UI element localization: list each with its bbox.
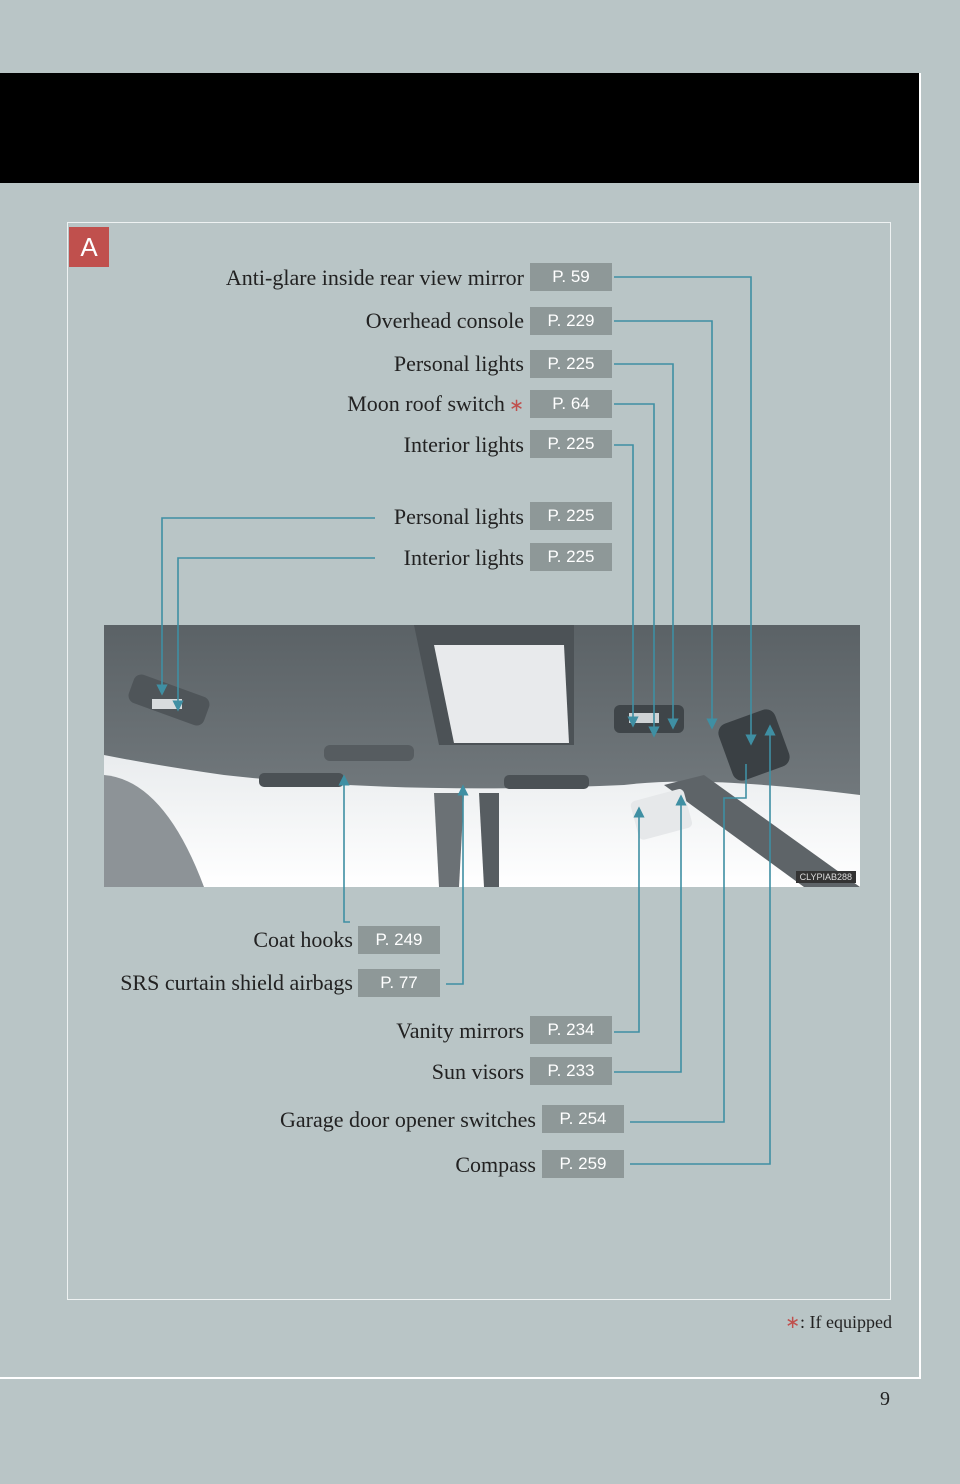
callout-line-moon-roof-switch (614, 404, 654, 732)
callout-line-interior-lights-rear (178, 558, 375, 706)
item-label-compass: Compass (455, 1152, 536, 1177)
footnote-mark: ∗ (784, 1312, 801, 1333)
page-number: 9 (880, 1388, 890, 1410)
item-label-overhead-console: Overhead console (365, 308, 524, 333)
callout-line-overhead-console (614, 321, 712, 724)
item-label-coat-hooks: Coat hooks (253, 927, 353, 952)
page-ref-interior-lights-front[interactable]: P. 225 (530, 430, 612, 458)
callout-line-mirror (614, 277, 751, 740)
item-label-mirror: Anti-glare inside rear view mirror (225, 265, 524, 290)
section-tag: A (69, 227, 109, 267)
item-label-interior-lights-front: Interior lights (403, 432, 524, 457)
footnote (785, 1312, 892, 1333)
callout-line-compass (630, 730, 770, 1164)
callout-line-vanity-mirrors (614, 812, 639, 1032)
page-ref-sun-visors[interactable]: P. 233 (530, 1057, 612, 1085)
item-label-garage-door: Garage door opener switches (280, 1107, 536, 1132)
callout-line-garage-door (630, 764, 746, 1122)
page-ref-garage-door[interactable]: P. 254 (542, 1105, 624, 1133)
item-label-sun-visors: Sun visors (431, 1059, 524, 1084)
item-label-interior-lights-rear: Interior lights (403, 545, 524, 570)
photo-code: CLYPIAB288 (796, 871, 856, 883)
callout-line-personal-lights-rear (162, 518, 375, 690)
item-label-text: Moon roof switch (347, 391, 505, 416)
page-ref-personal-lights-front[interactable]: P. 225 (530, 350, 612, 378)
callout-line-srs-airbags (446, 790, 463, 984)
page-ref-compass[interactable]: P. 259 (542, 1150, 624, 1178)
item-label-srs-airbags: SRS curtain shield airbags (120, 970, 353, 995)
item-label-personal-lights-front: Personal lights (393, 351, 524, 376)
equipped-mark: ∗ (508, 395, 524, 416)
item-label-personal-lights-rear: Personal lights (393, 504, 524, 529)
page-ref-coat-hooks[interactable]: P. 249 (358, 926, 440, 954)
page-ref-srs-airbags[interactable]: P. 77 (358, 969, 440, 997)
callout-line-personal-lights-front (614, 364, 673, 724)
page-ref-overhead-console[interactable]: P. 229 (530, 307, 612, 335)
callout-line-interior-lights-front (614, 445, 633, 722)
page-ref-mirror[interactable]: P. 59 (530, 263, 612, 291)
callout-line-coat-hooks (344, 780, 350, 922)
footnote-text: : If equipped (800, 1312, 892, 1332)
page-ref-interior-lights-rear[interactable]: P. 225 (530, 543, 612, 571)
page-ref-moon-roof-switch[interactable]: P. 64 (530, 390, 612, 418)
item-label-vanity-mirrors: Vanity mirrors (396, 1018, 524, 1043)
page-ref-personal-lights-rear[interactable]: P. 225 (530, 502, 612, 530)
page-ref-vanity-mirrors[interactable]: P. 234 (530, 1016, 612, 1044)
